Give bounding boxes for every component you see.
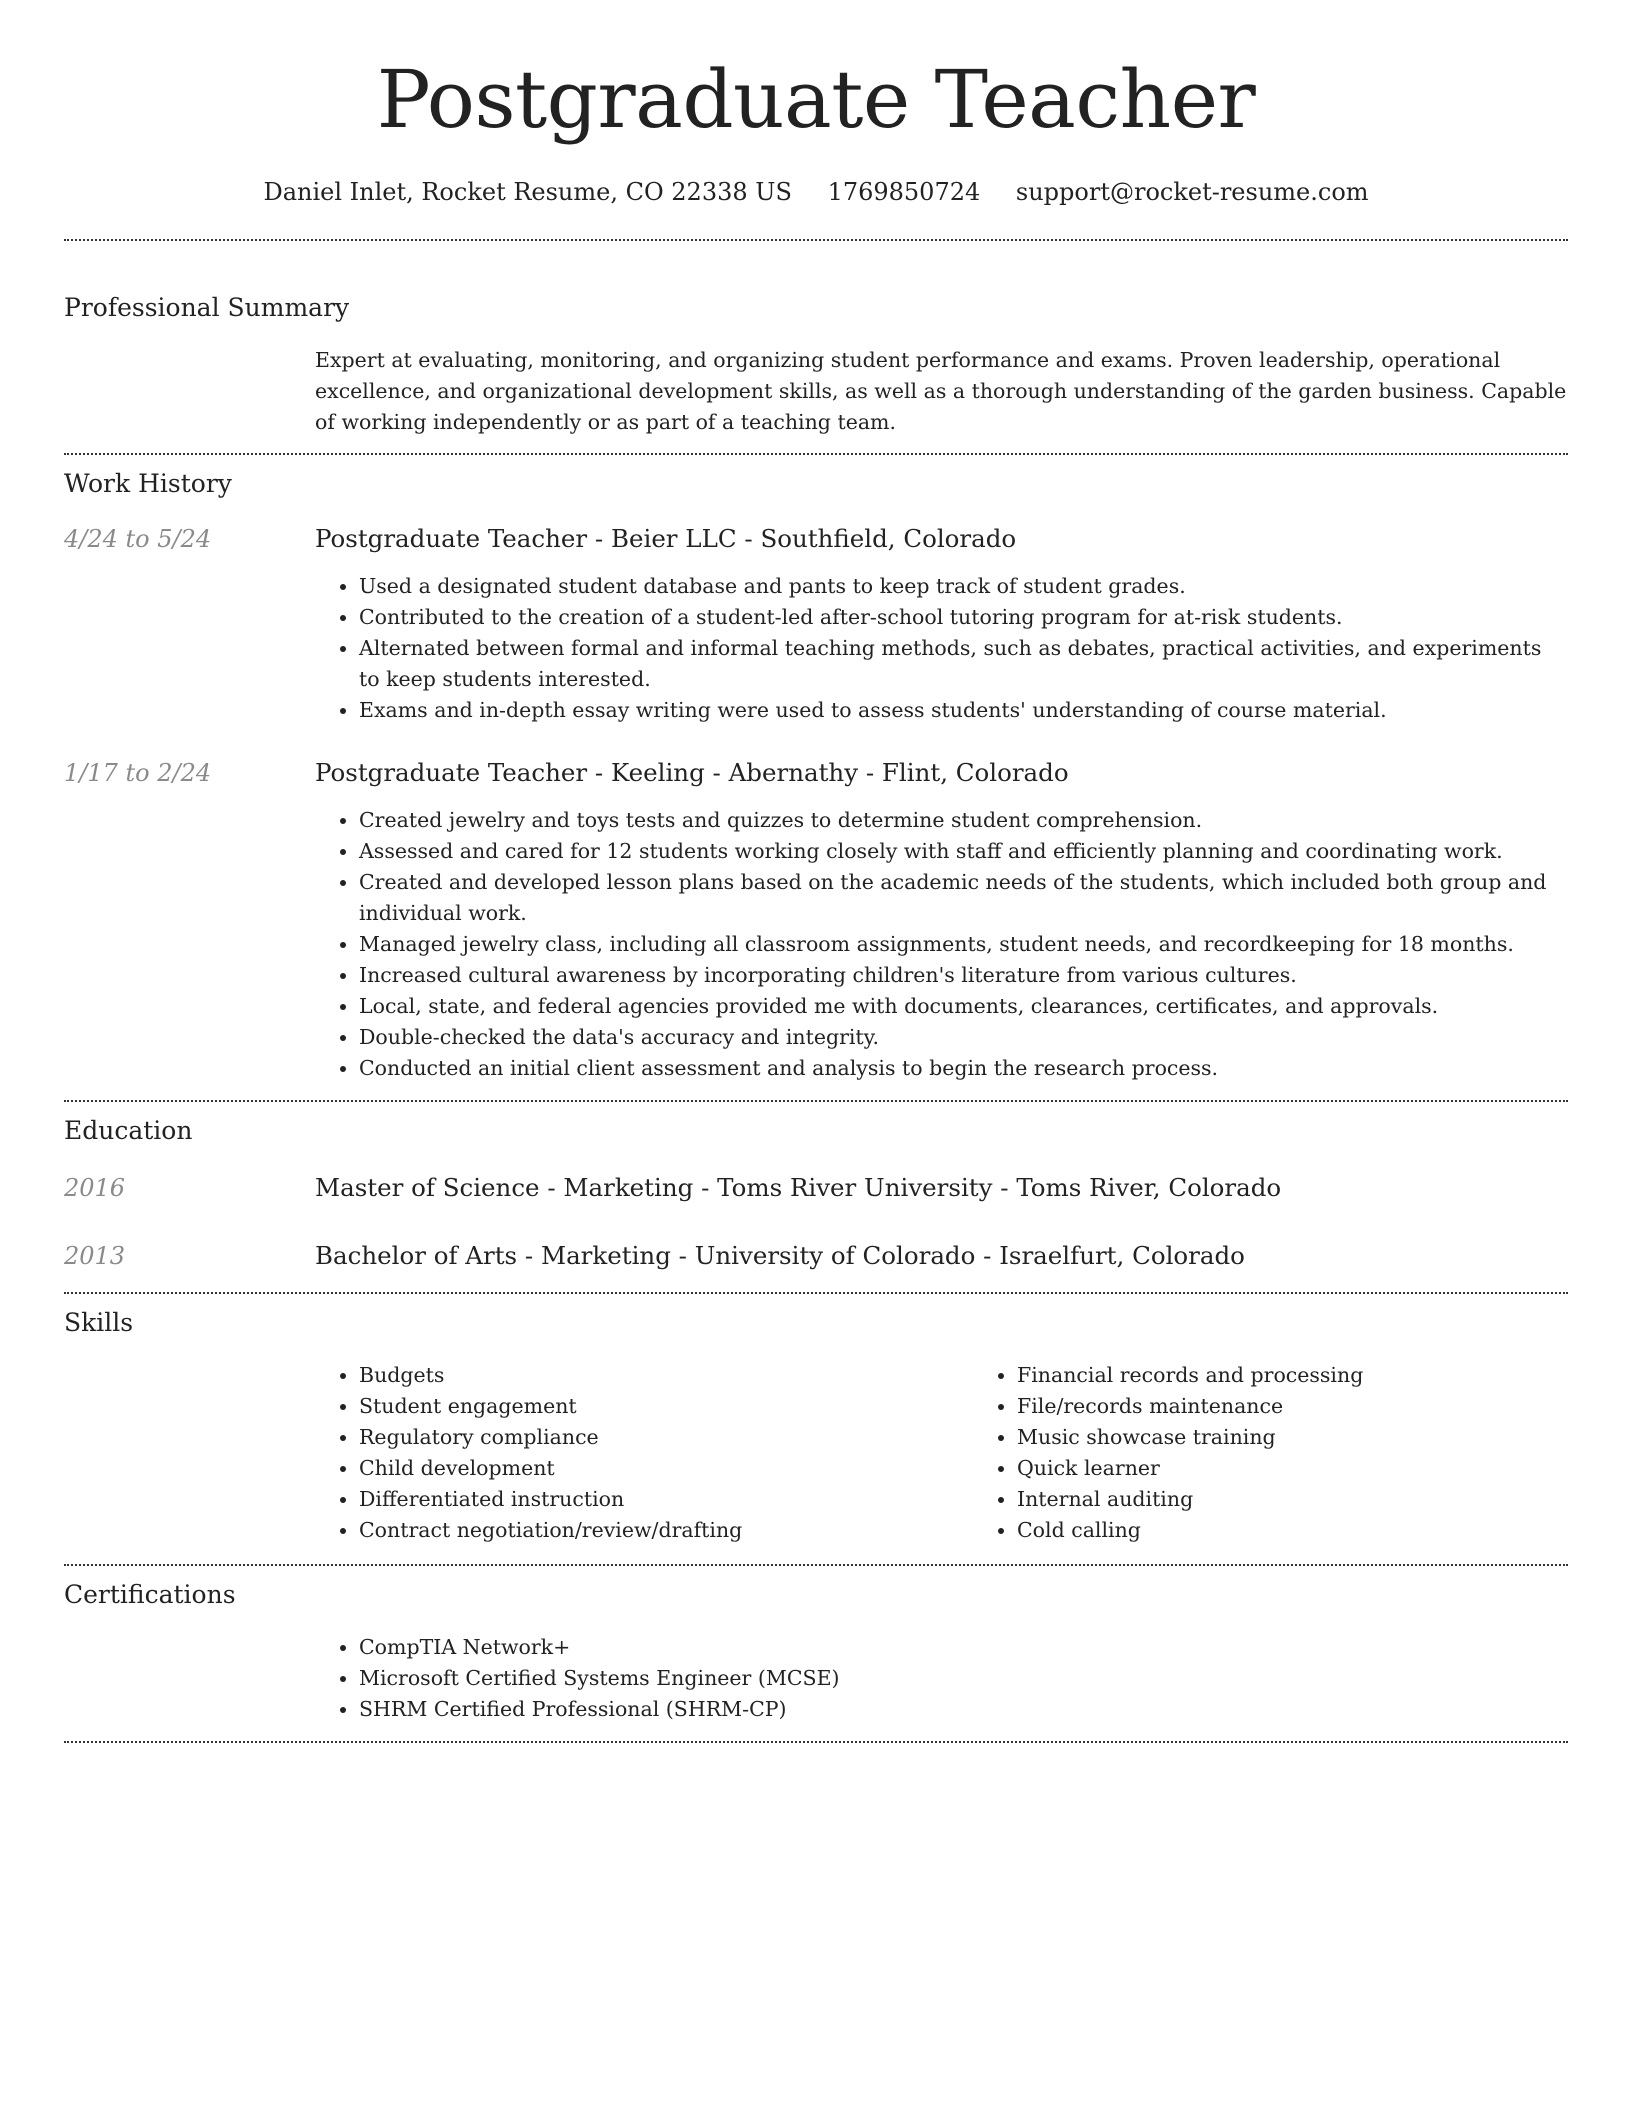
certifications-section bbox=[64, 1566, 1568, 1725]
list-item: • File/records maintenance bbox=[1017, 1391, 1568, 1422]
list-item: • CompTIA Network+ bbox=[359, 1632, 1568, 1663]
candidate-name: Postgraduate Teacher bbox=[376, 53, 1256, 146]
skills-section bbox=[64, 1294, 1568, 1546]
contact-address: Daniel Inlet, Rocket Resume, CO 22338 US bbox=[263, 178, 792, 206]
list-item: • Quick learner bbox=[1017, 1453, 1568, 1484]
job-entry bbox=[64, 757, 1568, 1084]
job-heading: Postgraduate Teacher - Beier LLC - Southfield, Colorado bbox=[315, 524, 1017, 553]
education-entry bbox=[64, 1172, 1568, 1204]
list-item: • Child development bbox=[359, 1453, 973, 1484]
list-item: • Assessed and cared for 12 students working closely with staff and efficiently planning and coordinating work. bbox=[359, 836, 1568, 867]
education-heading: Master of Science - Marketing - Toms River University - Toms River, Colorado bbox=[315, 1173, 1282, 1202]
summary-text: Expert at evaluating, monitoring, and organizing student performance and exams. Proven leadership, operational excellence, and organizational development skills, as well as a thorough understanding of the garden business. Capable of working independently or as part of a teaching team. bbox=[315, 348, 1567, 434]
list-item: • Managed jewelry class, including all classroom assignments, student needs, and recordkeeping for 18 months. bbox=[359, 929, 1568, 960]
skills-list-left bbox=[315, 1360, 973, 1546]
list-item: • Exams and in-depth essay writing were used to assess students' understanding of course material. bbox=[359, 695, 1568, 726]
list-item: • Contract negotiation/review/drafting bbox=[359, 1515, 973, 1546]
list-item: • Cold calling bbox=[1017, 1515, 1568, 1546]
job-bullet-list bbox=[315, 805, 1568, 1084]
job-dates: 1/17 to 2/24 bbox=[64, 759, 212, 787]
job-heading: Postgraduate Teacher - Keeling - Abernathy - Flint, Colorado bbox=[315, 758, 1069, 787]
list-item: • SHRM Certified Professional (SHRM-CP) bbox=[359, 1694, 1568, 1725]
list-item: • Alternated between formal and informal teaching methods, such as debates, practical activities, and experiments to keep students interested. bbox=[359, 633, 1568, 695]
education-heading: Bachelor of Arts - Marketing - University of Colorado - Israelfurt, Colorado bbox=[315, 1241, 1245, 1270]
list-item: • Created jewelry and toys tests and quizzes to determine student comprehension. bbox=[359, 805, 1568, 836]
summary-title: Professional Summary bbox=[64, 293, 350, 322]
list-item: • Microsoft Certified Systems Engineer (MCSE) bbox=[359, 1663, 1568, 1694]
list-item: • Conducted an initial client assessment and analysis to begin the research process. bbox=[359, 1053, 1568, 1084]
list-item: • Local, state, and federal agencies provided me with documents, clearances, certificates, and approvals. bbox=[359, 991, 1568, 1022]
education-title: Education bbox=[64, 1116, 193, 1145]
list-item: • Increased cultural awareness by incorporating children's literature from various cultures. bbox=[359, 960, 1568, 991]
contact-phone: 1769850724 bbox=[827, 178, 981, 206]
list-item: • Created and developed lesson plans based on the academic needs of the students, which included both group and individual work. bbox=[359, 867, 1568, 929]
contact-email: support@rocket-resume.com bbox=[1015, 178, 1369, 206]
list-item: • Internal auditing bbox=[1017, 1484, 1568, 1515]
job-bullet-list bbox=[315, 571, 1568, 726]
skills-title: Skills bbox=[64, 1308, 134, 1337]
job-dates: 4/24 to 5/24 bbox=[64, 525, 212, 553]
list-item: • Student engagement bbox=[359, 1391, 973, 1422]
section-divider bbox=[64, 1741, 1568, 1743]
work-history-section bbox=[64, 455, 1568, 1084]
list-item: • Regulatory compliance bbox=[359, 1422, 973, 1453]
list-item: • Financial records and processing bbox=[1017, 1360, 1568, 1391]
skills-grid bbox=[315, 1360, 1568, 1546]
list-item: • Double-checked the data's accuracy and integrity. bbox=[359, 1022, 1568, 1053]
education-entry bbox=[64, 1240, 1568, 1272]
list-item: • Budgets bbox=[359, 1360, 973, 1391]
list-item: • Used a designated student database and pants to keep track of student grades. bbox=[359, 571, 1568, 602]
work-history-title: Work History bbox=[64, 469, 232, 498]
contact-line bbox=[64, 176, 1568, 208]
resume-header bbox=[64, 0, 1568, 208]
list-item: • Differentiated instruction bbox=[359, 1484, 973, 1515]
summary-section bbox=[64, 241, 1568, 438]
list-item: • Music showcase training bbox=[1017, 1422, 1568, 1453]
education-year: 2013 bbox=[64, 1242, 126, 1270]
list-item: • Contributed to the creation of a student-led after-school tutoring program for at-risk students. bbox=[359, 602, 1568, 633]
education-section bbox=[64, 1102, 1568, 1272]
education-year: 2016 bbox=[64, 1174, 126, 1202]
certifications-list bbox=[315, 1632, 1568, 1725]
certifications-title: Certifications bbox=[64, 1580, 236, 1609]
skills-list-right bbox=[973, 1360, 1568, 1546]
job-entry bbox=[64, 523, 1568, 726]
